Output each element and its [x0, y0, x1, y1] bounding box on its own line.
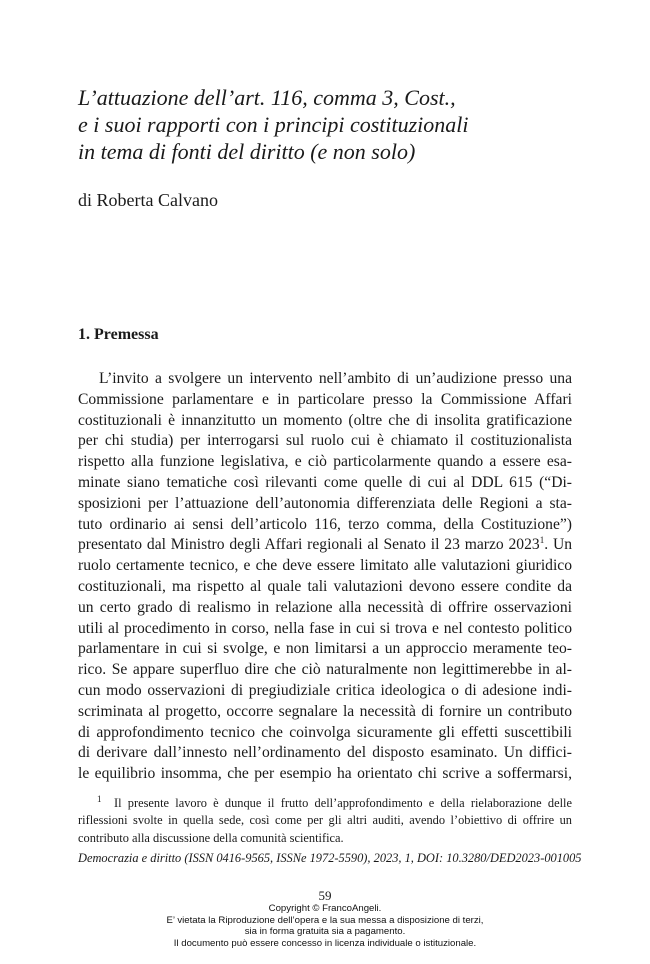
- copyright-line: Copyright © FrancoAngeli.: [268, 903, 382, 914]
- body-line: le equilibrio insomma, che per esempio ha orientato chi scrive a soffermarsi,: [78, 765, 572, 783]
- copyright-line: sia in forma gratuita sia a pagamento.: [244, 926, 406, 937]
- body-line: minate siano tematiche così rilevanti come quelle di cui al DDL 615 (“Di-: [78, 473, 572, 491]
- body-line-suffix: . Un: [544, 536, 572, 554]
- body-line: utili al procedimento in corso, nella fase in cui si trova e nel contesto politico: [78, 619, 572, 637]
- footnote-line: riflessioni svolte in quella sede, così come per gli altri auditi, avendo l’obiettivo di offrire un: [78, 813, 572, 828]
- body-line: di derivare dall’innesto nell’ordinamento del disposto esaminato. Un diffici-: [78, 744, 572, 762]
- body-line: parlamentare in cui si svolge, e non limitarsi a un approccio meramente teo-: [78, 640, 572, 658]
- body-line: costituzionali, ma rispetto al quale tali valutazioni devono essere condite da: [78, 577, 572, 595]
- body-line: costituzionali è innanzitutto un momento (oltre che di insolita gratificazione: [78, 411, 572, 429]
- body-line: un certo grado di realismo in relazione alla necessità di offrire osservazioni: [78, 598, 572, 616]
- title-line: e i suoi rapporti con i principi costituzionali: [78, 112, 469, 137]
- body-line: scriminata al progetto, occorre segnalare la necessità di fornire un contributo: [78, 702, 572, 720]
- body-line-text: presentato dal Ministro degli Affari regionali al Senato il 23 marzo 2023: [78, 536, 540, 554]
- body-line-with-footnote-ref: [78, 535, 572, 556]
- body-line: cun modo osservazioni di pregiudiziale critica ideologica o di adesione indi-: [78, 681, 572, 699]
- body-line: per chi studia) per interrogarsi sul ruolo cui è chiamato il costituzionalista: [78, 432, 572, 450]
- section-heading: 1. Premessa: [78, 326, 159, 343]
- journal-citation: Democrazia e diritto (ISSN 0416-9565, ISSNe 1972-5590), 2023, 1, DOI: 10.3280/DED2023-001005: [78, 851, 582, 865]
- body-line: L’invito a svolgere un intervento nell’ambito di un’audizione presso una: [99, 370, 572, 387]
- footnote: [78, 795, 572, 847]
- body-line: sposizioni per l’attuazione dell’autonomia differenziata delle Regioni a sta-: [78, 494, 572, 512]
- body-line: ruolo certamente tecnico, e che deve essere limitato alle valutazioni giuridico: [78, 557, 572, 575]
- body-paragraph: [78, 369, 572, 785]
- footnote-text: Il presente lavoro è dunque il frutto dell’approfondimento e della rielaborazione delle: [113, 796, 572, 810]
- footnote-line: [78, 795, 572, 812]
- body-line: tuto ordinario ai sensi dell’articolo 116, terzo comma, della Costituzione”): [78, 515, 572, 533]
- copyright-line: E’ vietata la Riproduzione dell’opera e la sua messa a disposizione di terzi,: [166, 914, 484, 926]
- title-line: L’attuazione dell’art. 116, comma 3, Cost.,: [78, 85, 456, 110]
- footnote-line: contributo alla discussione della comunità scientifica.: [78, 830, 344, 845]
- body-line: rico. Se appare superfluo dire che ciò naturalmente non legittimerebbe in al-: [78, 661, 572, 679]
- footnote-marker: 1: [97, 793, 102, 804]
- copyright-line: Il documento può essere concesso in licenza individuale o istituzionale.: [173, 937, 477, 949]
- copyright-notice: [0, 903, 650, 949]
- title-line: in tema di fonti del diritto (e non solo): [78, 139, 416, 164]
- article-title: [78, 84, 598, 165]
- author-byline: di Roberta Calvano: [78, 190, 218, 210]
- body-line: rispetto alla funzione legislativa, e ciò particolarmente quando a essere esa-: [78, 453, 572, 471]
- footnote-reference[interactable]: 1: [539, 535, 545, 546]
- body-line: Commissione parlamentare e in particolare presso la Commissione Affari: [78, 390, 572, 408]
- page-number: 59: [318, 888, 332, 903]
- body-line: di approfondimento tecnico che coinvolga sicuramente gli effetti suscettibili: [78, 723, 572, 741]
